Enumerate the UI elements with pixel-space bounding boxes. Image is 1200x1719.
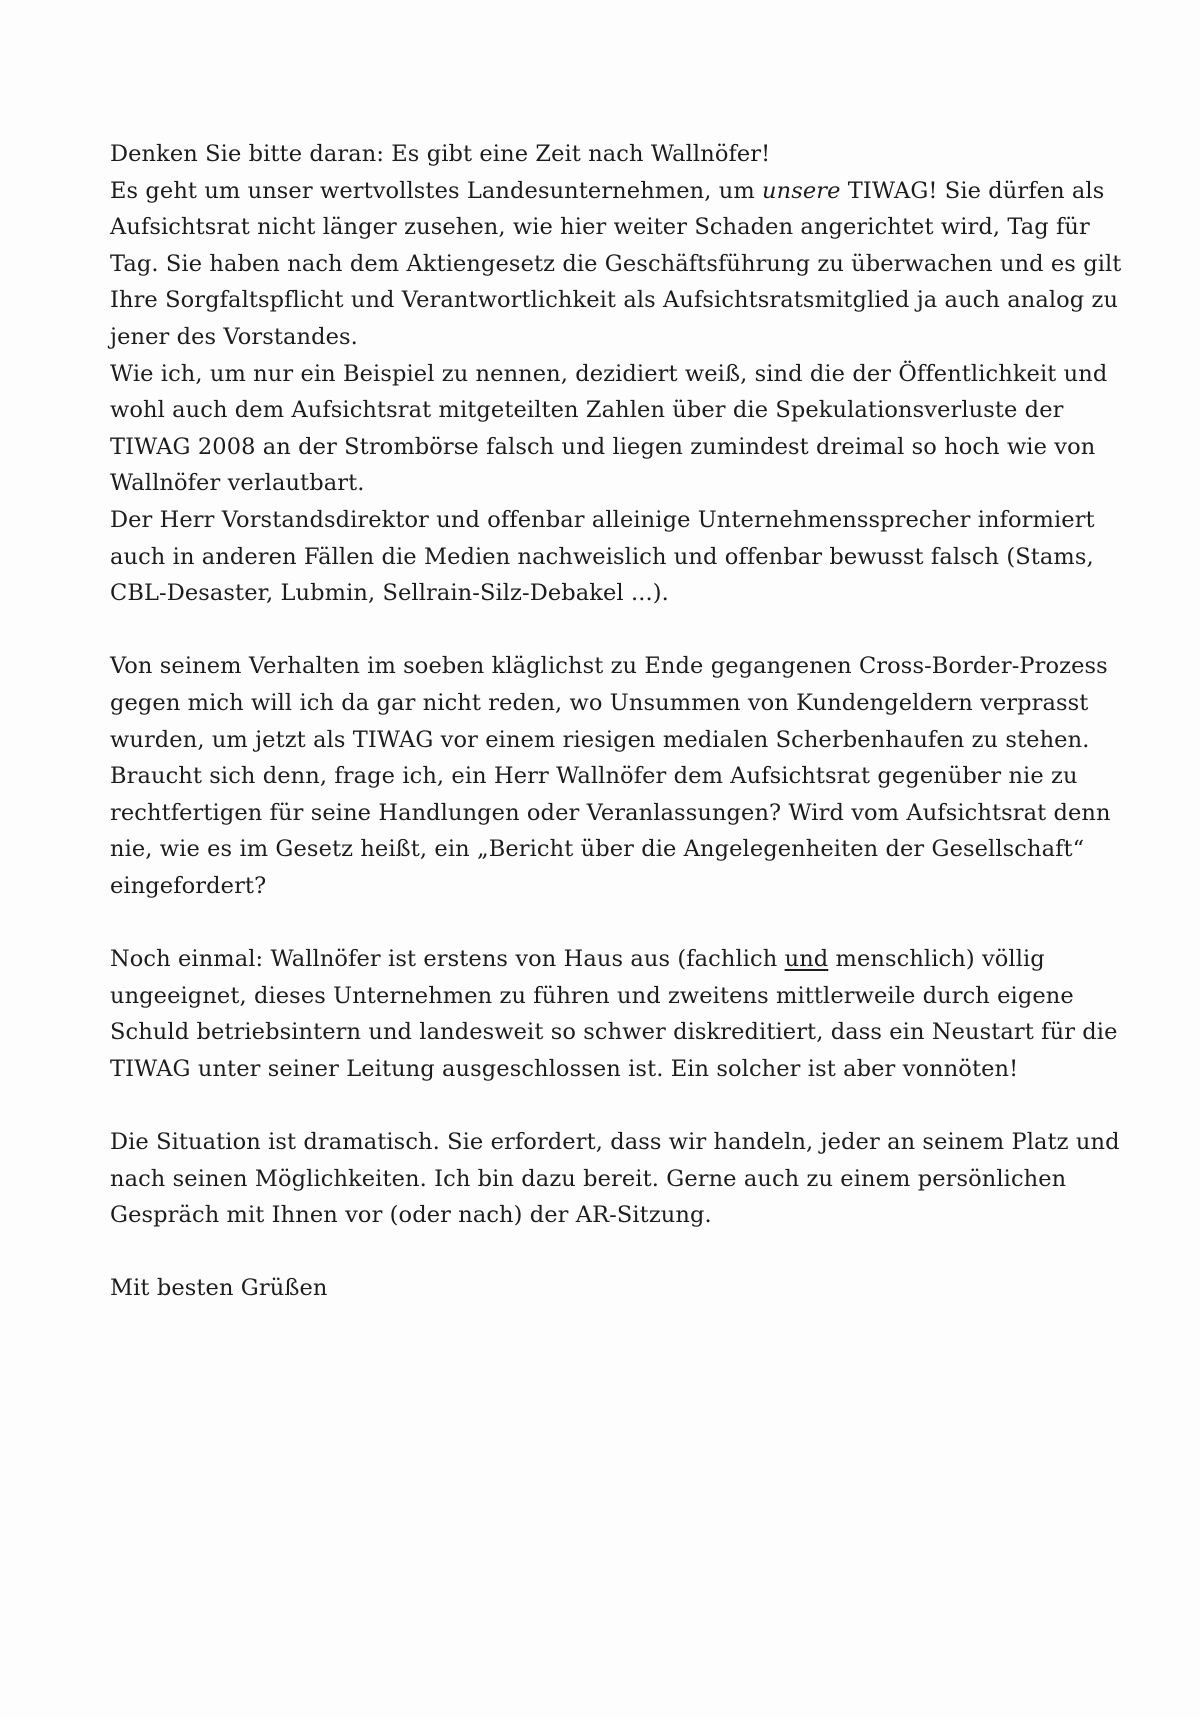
paragraph-1 [110, 136, 1122, 612]
text-line: TIWAG 2008 an der Strombörse falsch und liegen zumindest dreimal so hoch wie von [110, 433, 1096, 460]
text-line: Ihre Sorgfaltspflicht und Verantwortlichkeit als Aufsichtsratsmitglied ja auch analog zu [110, 287, 1119, 314]
text-line: rechtfertigen für seine Handlungen oder Veranlassungen? Wird vom Aufsichtsrat denn [110, 799, 1111, 826]
text-line: TIWAG unter seiner Leitung ausgeschlossen ist. Ein solcher ist aber vonnöten! [110, 1055, 1019, 1082]
letter-body [110, 136, 1122, 1307]
paragraph-spacer [110, 1087, 1110, 1124]
text-line: Tag. Sie haben nach dem Aktiengesetz die Geschäftsführung zu überwachen und es gilt [110, 250, 1122, 277]
text-line: Wallnöfer verlautbart. [110, 470, 365, 497]
text-segment: TIWAG! Sie dürfen als [840, 177, 1105, 204]
text-segment: Noch einmal: Wallnöfer ist erstens von Haus aus (fachlich [110, 946, 785, 973]
text-line [110, 941, 1110, 978]
text-line: ungeeignet, dieses Unternehmen zu führen und zweitens mittlerweile durch eigene [110, 982, 1074, 1009]
text-segment: Es geht um unser wertvollstes Landesunternehmen, um [110, 177, 763, 204]
text-line: wohl auch dem Aufsichtsrat mitgeteilten Zahlen über die Spekulationsverluste der [110, 397, 1064, 424]
text-line: Wie ich, um nur ein Beispiel zu nennen, dezidiert weiß, sind die der Öffentlichkeit und [110, 360, 1108, 387]
emphasized-word: unsere [762, 177, 841, 204]
text-line: eingefordert? [110, 872, 267, 899]
text-line: Gespräch mit Ihnen vor (oder nach) der AR-Sitzung. [110, 1202, 712, 1229]
paragraph-spacer [110, 1234, 1110, 1271]
paragraph-spacer [110, 612, 1110, 649]
text-line: CBL-Desaster, Lubmin, Sellrain-Silz-Debakel ...). [110, 580, 669, 607]
text-line: gegen mich will ich da gar nicht reden, wo Unsummen von Kundengeldern verprasst [110, 689, 1089, 716]
text-line: Die Situation ist dramatisch. Sie erfordert, dass wir handeln, jeder an seinem Platz und [110, 1129, 1120, 1156]
paragraph-3 [110, 941, 1118, 1087]
closing-line: Mit besten Grüßen [110, 1275, 328, 1302]
text-line: wurden, um jetzt als TIWAG vor einem riesigen medialen Scherbenhaufen zu stehen. [110, 726, 1090, 753]
text-line: Von seinem Verhalten im soeben kläglichst zu Ende gegangenen Cross-Border-Prozess [110, 653, 1108, 680]
text-line: jener des Vorstandes. [110, 323, 358, 350]
paragraph-2 [110, 648, 1110, 904]
text-line: Denken Sie bitte daran: Es gibt eine Zeit nach Wallnöfer! [110, 141, 771, 167]
text-line: Der Herr Vorstandsdirektor und offenbar alleinige Unternehmenssprecher informiert [110, 506, 1095, 533]
text-segment: menschlich) völlig [828, 946, 1045, 973]
underlined-word: und [784, 946, 829, 973]
closing [110, 1270, 1110, 1307]
paragraph-4 [110, 1124, 1120, 1234]
text-line: Aufsichtsrat nicht länger zusehen, wie hier weiter Schaden angerichtet wird, Tag für [110, 214, 1090, 241]
paragraph-spacer [110, 904, 1110, 941]
text-line [110, 173, 1110, 210]
text-line: Braucht sich denn, frage ich, ein Herr Wallnöfer dem Aufsichtsrat gegenüber nie zu [110, 763, 1078, 790]
text-line: Schuld betriebsintern und landesweit so schwer diskreditiert, dass ein Neustart für die [110, 1019, 1118, 1046]
text-line: auch in anderen Fällen die Medien nachweislich und offenbar bewusst falsch (Stams, [110, 543, 1094, 570]
text-line: nach seinen Möglichkeiten. Ich bin dazu bereit. Gerne auch zu einem persönlichen [110, 1165, 1067, 1192]
text-line: nie, wie es im Gesetz heißt, ein „Bericht über die Angelegenheiten der Gesellschaft“ [110, 836, 1085, 863]
